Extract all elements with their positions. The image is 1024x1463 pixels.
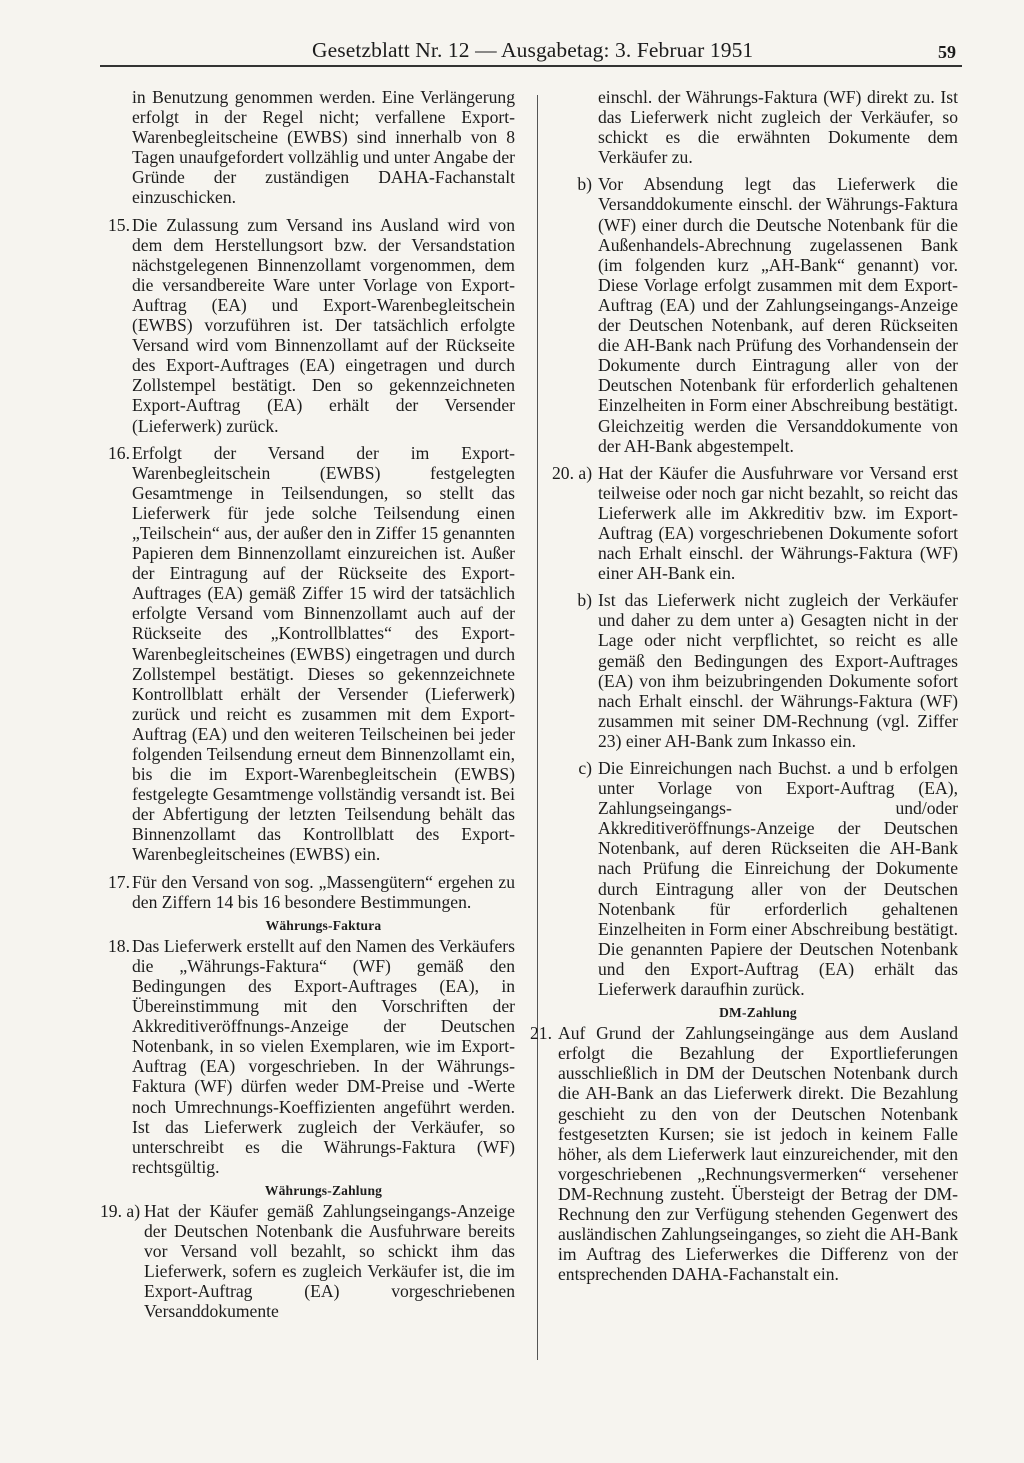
paragraph-20a	[552, 462, 958, 584]
paragraph-text: Auf Grund der Zahlungseingänge aus dem Ausland erfolgt die Bezahlung der Exportlieferungen ausschließlich in DM der Deutschen Notenbank durch die AH-Bank an das Lieferwerk direkt. Die Bezahlung geschieht zu den von der Deutschen Notenbank festgesetzten Kursen; sie ist jedoch in keinem Falle höher, als dem Lieferwerk laut einzureichender, mit den vorgeschriebenen „Rechnungsvermerken“ versehener DM-Rechnung zusteht. Übersteigt der Betrag der DM-Rechnung den zur Verfügung stehenden Gegenwert des ausländischen Zahlungseinganges, so zieht die AH-Bank im Auftrag des Lieferwerkes die Differenz von der entsprechenden DAHA-Fachanstalt ein.	[558, 1023, 958, 1285]
section-heading-zahlung: Währungs-Zahlung	[264, 1182, 383, 1198]
page-header	[100, 38, 962, 68]
paragraph-text: Das Lieferwerk erstellt auf den Namen des Verkäufers die „Währungs-Faktura“ (WF) gemäß den Bedingungen des Export-Auftrages (EA), in Übereinstimmung mit den Vorschriften der Akkreditiveröffnungs-Anzeige der Deutschen Notenbank, in so vielen Exemplaren, wie im Export-Auftrag (EA) vorgeschrieben. In der Währungs-Faktura (WF) dürfen weder DM-Preise und -Werte noch Umrechnungs-Koeffizienten angeführt werden. Ist das Lieferwerk zugleich der Verkäufer, so unterschreibt es die Währungs-Faktura (WF) rechtsgültig.	[132, 935, 515, 1177]
section-heading-dm: DM-Zahlung	[719, 1005, 797, 1021]
paragraph-16	[100, 443, 515, 865]
paragraph-text: einschl. der Währungs-Faktura (WF) direkt zu. Ist das Lieferwerk nicht zugleich der Verkäufer, so schickt es die erwähnten Dokumente dem Verkäufer zu.	[598, 87, 958, 168]
paragraph-text: Erfolgt der Versand der im Export-Warenbegleitschein (EWBS) festgelegten Gesamtmenge in Teilsendungen, so stellt das Lieferwerk für jede solche Teilsendung einen „Teilschein“ aus, der außer den in Ziffer 15 genannten Papieren dem Binnenzollamt einzureichen ist. Außer der Eintragung auf der Rückseite des Export-Auftrages (EA) gemäß Ziffer 15 wird der tatsächlich erfolgte Versand vom Binnenzollamt auch auf der Rückseite des „Kontrollblattes“ des Export-Warenbegleitscheines (EWBS) eingetragen und durch Zollstempel bestätigt. Dieses so gekennzeichnete Kontrollblatt erhält der Versender (Lieferwerk) zurück und reicht es zusammen mit dem Export-Auftrag (EA) und den weiteren Teilscheinen bei jeder folgenden Teilsendung erneut dem Binnenzollamt ein, bis die im Export-Warenbegleitschein (EWBS) festgelegte Gesamtmenge vollständig versandt ist. Bei der Abfertigung der letzten Teilsendung behält das Binnenzollamt das Kontrollblatt des Export-Warenbegleitscheines (EWBS) ein.	[132, 442, 515, 865]
page-number: 59	[938, 42, 956, 62]
paragraph-17	[100, 872, 515, 912]
continuation-paragraph	[100, 87, 515, 208]
paragraph-text: Die Einreichungen nach Buchst. a und b erfolgen unter Vorlage von Export-Auftrag (EA), Zahlungseingangs- und/oder Akkreditiveröffnungs-Anzeige der Deutschen Notenbank, auf deren Rückseiten die AH-Bank nach Prüfung die Einreichung der Dokumente durch Eintragung aller von der Deutschen Notenbank für erforderlich gehaltenen Einzelheiten in Form einer Abschreibung bestätigt. Die genannten Papiere der Deutschen Notenbank und den Export-Auftrag (EA) erhält das Lieferwerk daraufhin zurück.	[598, 758, 958, 1000]
paragraph-20c	[558, 758, 958, 999]
right-column	[530, 87, 958, 1285]
paragraph-number: 15.	[108, 214, 130, 235]
paragraph-text: Für den Versand von sog. „Massengütern“ ergehen zu den Ziffern 14 bis 16 besondere Bestimmungen.	[132, 871, 515, 912]
paragraph-number: b)	[577, 174, 592, 195]
continuation-paragraph	[558, 87, 958, 167]
paragraph-number: 18.	[108, 935, 130, 956]
gazette-title: Gesetzblatt Nr. 12 — Ausgabetag: 3. Februar 1951	[312, 38, 754, 62]
paragraph-number: 21.	[530, 1023, 552, 1044]
paragraph-text: Hat der Käufer die Ausfuhrware vor Versand erst teilweise oder noch gar nicht bezahlt, so reicht das Lieferwerk alle im Akkreditiv bzw. im Export-Auftrag (EA) vorgeschriebenen Dokumente sofort nach Erhalt einschl. der Währungs-Faktura (WF) einer AH-Bank ein.	[598, 462, 958, 584]
paragraph-number: 19. a)	[100, 1200, 141, 1221]
paragraph-text: in Benutzung genommen werden. Eine Verlängerung erfolgt in der Regel nicht; verfallene Export-Warenbegleitscheine (EWBS) sind innerhalb von 8 Tagen unaufgefordert vollzählig und unter Angabe der Gründe der zuständigen DAHA-Fachanstalt einzuschicken.	[132, 87, 515, 208]
paragraph-number: c)	[578, 758, 592, 778]
paragraph-number: 17.	[108, 871, 130, 892]
paragraph-text: Die Zulassung zum Versand ins Ausland wird von dem dem Herstellungsort bzw. der Versandstation nächstgelegenen Binnenzollamt vorgenommen, dem die versandbereite Ware unter Vorlage von Export-Auftrag (EA) und Export-Warenbegleitschein (EWBS) vorzuführen ist. Der tatsächlich erfolgte Versand wird vom Binnenzollamt auf der Rückseite des Export-Auftrages (EA) eingetragen und durch Zollstempel bestätigt. Den so gekennzeichneten Export-Auftrag (EA) erhält der Versender (Lieferwerk) zurück.	[132, 214, 515, 436]
paragraph-20b	[558, 590, 958, 751]
section-heading-faktura: Währungs-Faktura	[265, 917, 382, 933]
paragraph-15	[100, 215, 515, 436]
paragraph-text: Vor Absendung legt das Lieferwerk die Versanddokumente einschl. der Währungs-Faktura (WF) einer durch die Deutsche Notenbank für die Außenhandels-Abrechnung zugelassenen Bank (im folgenden kurz „AH-Bank“ genannt) vor. Diese Vorlage erfolgt zusammen mit dem Export-Auftrag (EA) und der Zahlungseingangs-Anzeige der Deutschen Notenbank, auf deren Rückseiten die AH-Bank nach Prüfung des Vorhandensein der Dokumente durch Eintragung aller von der Deutschen Notenbank für erforderlich gehaltenen Einzelheiten in Form einer Abschreibung bestätigt. Gleichzeitig werden die Versanddokumente von der AH-Bank abgestempelt.	[598, 174, 958, 456]
paragraph-text: Ist das Lieferwerk nicht zugleich der Verkäufer und daher zu dem unter a) Gesagten nicht in der Lage oder nicht verpflichtet, so reicht es alle gemäß den Bedingungen des Export-Auftrages (EA) von ihm beizubringenden Dokumente sofort nach Erhalt einschl. der Währungs-Faktura (WF) zusammen mit seiner DM-Rechnung (vgl. Ziffer 23) einer AH-Bank zum Inkasso ein.	[598, 590, 958, 751]
paragraph-21	[530, 1023, 958, 1284]
paragraph-18	[100, 936, 515, 1177]
header-rule	[100, 65, 962, 67]
paragraph-number: 20. a)	[552, 462, 593, 483]
paragraph-number: 16.	[108, 442, 130, 463]
paragraph-19a	[100, 1201, 515, 1322]
paragraph-19b	[558, 174, 958, 455]
paragraph-number: b)	[577, 590, 592, 611]
paragraph-text: Hat der Käufer gemäß Zahlungseingangs-Anzeige der Deutschen Notenbank die Ausfuhrware bereits vor Versand voll bezahlt, so schickt ihm das Lieferwerk, sofern es zugleich Verkäufer ist, die im Export-Auftrag (EA) vorgeschriebenen Versanddokumente	[144, 1200, 515, 1322]
left-column	[100, 87, 515, 1321]
